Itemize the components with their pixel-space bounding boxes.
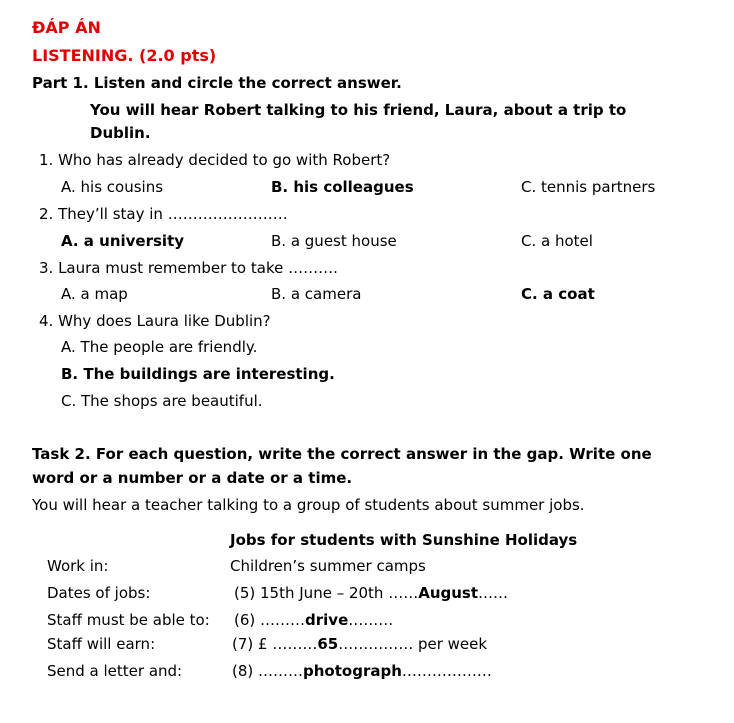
question-2: 2. They’ll stay in …………………… <box>39 205 288 223</box>
q3-option-a: A. a map <box>61 285 128 303</box>
part1-title: Part 1. Listen and circle the correct answer. <box>32 74 402 92</box>
q4-option-a: A. The people are friendly. <box>61 338 258 356</box>
q4-option-b-correct: B. The buildings are interesting. <box>61 365 335 383</box>
answer-5: August <box>418 584 479 602</box>
q1-option-b-correct: B. his colleagues <box>271 178 414 196</box>
q2-option-b: B. a guest house <box>271 232 397 250</box>
answer-6: drive <box>305 611 349 629</box>
question-3: 3. Laura must remember to take ………. <box>39 259 338 277</box>
task2-intro: You will hear a teacher talking to a group of students about summer jobs. <box>32 496 585 514</box>
part1-intro-line2: Dublin. <box>90 124 151 142</box>
row-label-ability: Staff must be able to: <box>47 611 210 629</box>
row-value-send: (8) ………photograph……………… <box>232 662 492 680</box>
q1-option-c: C. tennis partners <box>521 178 656 196</box>
table-title: Jobs for students with Sunshine Holidays <box>230 531 578 549</box>
q1-option-a: A. his cousins <box>61 178 164 196</box>
question-1: 1. Who has already decided to go with Robert? <box>39 151 391 169</box>
row-label-send: Send a letter and: <box>47 662 183 680</box>
row-label-earn: Staff will earn: <box>47 635 156 653</box>
row-value-ability: (6) ………drive……… <box>234 611 394 629</box>
answer-8: photograph <box>303 662 402 680</box>
task2-title-line1: Task 2. For each question, write the correct answer in the gap. Write one <box>32 445 652 463</box>
answer-7: 65 <box>317 635 339 653</box>
q2-option-c: C. a hotel <box>521 232 593 250</box>
q3-option-b: B. a camera <box>271 285 362 303</box>
q2-option-a-correct: A. a university <box>61 232 185 250</box>
row-value-earn: (7) £ ………65…………… per week <box>232 635 488 653</box>
row-value-work: Children’s summer camps <box>230 557 426 575</box>
part1-intro-line1: You will hear Robert talking to his friend, Laura, about a trip to <box>90 101 627 119</box>
answer-key-heading: ĐÁP ÁN <box>32 18 101 37</box>
q4-option-c: C. The shops are beautiful. <box>61 392 263 410</box>
row-label-work: Work in: <box>47 557 109 575</box>
row-value-dates: (5) 15th June – 20th ……August…… <box>234 584 509 602</box>
question-4: 4. Why does Laura like Dublin? <box>39 312 271 330</box>
row-label-dates: Dates of jobs: <box>47 584 151 602</box>
listening-heading: LISTENING. (2.0 pts) <box>32 46 217 65</box>
task2-title-line2: word or a number or a date or a time. <box>32 469 353 487</box>
q3-option-c-correct: C. a coat <box>521 285 595 303</box>
